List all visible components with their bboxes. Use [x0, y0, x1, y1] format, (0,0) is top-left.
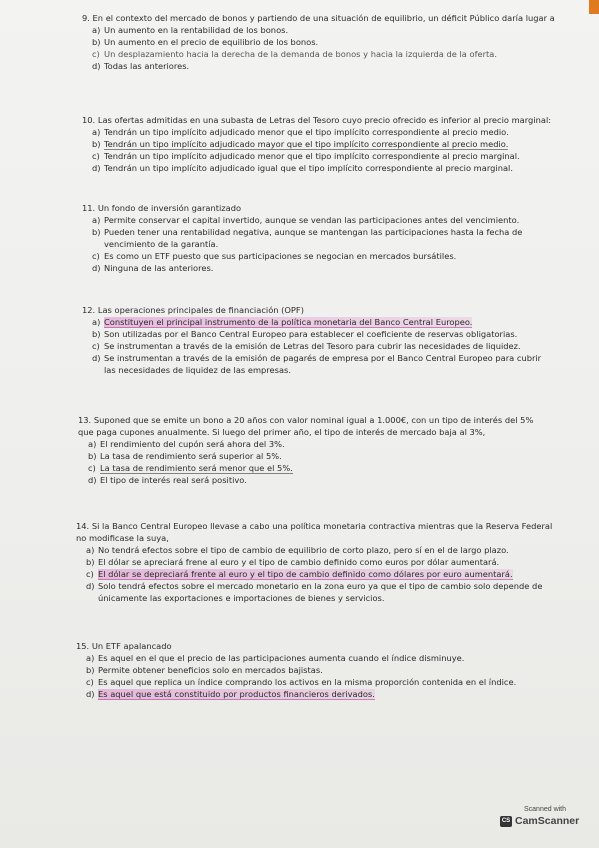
question-stem-continued: no modificase la suya, [76, 533, 169, 543]
camscanner-logo-icon: CS [500, 816, 512, 827]
option-d: d) Ninguna de las anteriores. [92, 263, 214, 273]
option-d-continued: las necesidades de liquidez de las empresas. [104, 365, 292, 375]
option-d-continued: únicamente las exportaciones e importaciones de bienes y servicios. [98, 593, 385, 603]
option-c: c) La tasa de rendimiento será menor que el 5%. [88, 463, 293, 473]
option-d: d) Se instrumentan a través de la emisión de pagarés de empresa por el Banco Central Europeo para cubrir [92, 353, 542, 363]
option-d: d) Solo tendrá efectos sobre el mercado monetario en la zona euro ya que el tipo de cambio solo depende de [86, 581, 543, 591]
option-b: b) Permite obtener beneficios solo en mercados bajistas. [86, 665, 323, 675]
option-c: c) Es aquel que replica un índice comprando los activos en la misma proporción contenida en el índice. [86, 677, 517, 687]
option-a: a) Tendrán un tipo implícito adjudicado menor que el tipo implícito correspondiente al precio medio. [92, 127, 509, 137]
question-stem-continued: que paga cupones anualmente. Si luego del primer año, el tipo de interés de mercado baja al 3%, [78, 427, 486, 437]
option-d: d) El tipo de interés real será positivo. [88, 475, 247, 485]
option-a: a) No tendrá efectos sobre el tipo de cambio de equilibrio de corto plazo, pero sí en el de largo plazo. [86, 545, 509, 555]
option-c: c) Un desplazamiento hacia la derecha de la demanda de bonos y hacia la izquierda de la oferta. [92, 49, 498, 59]
camscanner-name: CamScanner [515, 815, 580, 827]
question-stem: 10. Las ofertas admitidas en una subasta de Letras del Tesoro cuyo precio ofrecido es inferior al precio marginal: [82, 115, 552, 125]
option-d: d) Todas las anteriores. [92, 61, 190, 71]
question-11 [82, 202, 522, 274]
question-9 [82, 12, 582, 72]
question-stem: 15. Un ETF apalancado [76, 641, 172, 651]
option-b: b) Son utilizadas por el Banco Central Europeo para establecer el coeficiente de reservas obligatorias. [92, 329, 518, 339]
highlighted-answer: Es aquel que está constituido por productos financieros derivados. [98, 689, 375, 699]
option-d: d) Es aquel que está constituido por productos financieros derivados. [86, 689, 375, 699]
underlined-answer: La tasa de rendimiento será menor que el 5%. [100, 463, 293, 473]
option-b: b) La tasa de rendimiento será superior al 5%. [88, 451, 282, 461]
option-b: b) Tendrán un tipo implícito adjudicado mayor que el tipo implícito correspondiente al precio medio. [92, 139, 509, 149]
option-c: c) Tendrán un tipo implícito adjudicado menor que el tipo implícito correspondiente al precio marginal. [92, 151, 520, 161]
option-b: b) El dólar se apreciará frene al euro y el tipo de cambio definido como euros por dólar aumentará. [86, 557, 500, 567]
question-stem: 11. Un fondo de inversión garantizado [82, 203, 242, 213]
option-a: a) Constituyen el principal instrumento de la política monetaria del Banco Central Europeo. [92, 317, 473, 327]
camscanner-brand [500, 815, 590, 827]
option-b: b) Pueden tener una rentabilidad negativa, aunque se mantengan las participaciones hasta la fecha de [92, 227, 523, 237]
option-b: b) Un aumento en el precio de equilibrio de los bonos. [92, 37, 319, 47]
corner-mark [589, 0, 599, 14]
option-c: c) El dólar se depreciará frente al euro y el tipo de cambio definido como dólares por euro aumentará. [86, 569, 513, 579]
option-a: a) El rendimiento del cupón será ahora del 3%. [88, 439, 285, 449]
highlighted-answer: Constituyen el principal instrumento de la política monetaria del Banco Central Europeo. [104, 317, 473, 327]
question-13 [78, 414, 533, 486]
question-stem: 9. En el contexto del mercado de bonos y partiendo de una situación de equilibrio, un déficit Público daría lugar a [82, 13, 555, 23]
question-12 [82, 304, 541, 376]
question-14 [76, 520, 552, 604]
option-d: d) Tendrán un tipo implícito adjudicado igual que el tipo implícito correspondiente al precio marginal. [92, 163, 513, 173]
question-15 [76, 640, 516, 700]
option-a: a) Permite conservar el capital invertido, aunque se vendan las participaciones antes del vencimiento. [92, 215, 520, 225]
question-stem: 14. Si la Banco Central Europeo llevase a cabo una política monetaria contractiva mientras que la Reserva Federal [76, 521, 553, 531]
question-stem: 12. Las operaciones principales de financiación (OPF) [82, 305, 304, 315]
option-a: a) Es aquel en el que el precio de las participaciones aumenta cuando el índice disminuye. [86, 653, 465, 663]
option-b-continued: vencimiento de la garantía. [104, 239, 219, 249]
highlighted-answer: El dólar se depreciará frente al euro y el tipo de cambio definido como dólares por euro aumentará. [98, 569, 513, 579]
option-c: c) Es como un ETF puesto que sus participaciones se negocian en mercados bursátiles. [92, 251, 457, 261]
question-stem: 13. Suponed que se emite un bono a 20 años con valor nominal igual a 1.000€, con un tipo de interés del 5% [78, 415, 534, 425]
option-c: c) Se instrumentan a través de la emisión de Letras del Tesoro para cubrir las necesidades de liquidez. [92, 341, 521, 351]
option-a: a) Un aumento en la rentabilidad de los bonos. [92, 25, 289, 35]
question-10 [82, 114, 551, 174]
scanned-with-label: Scanned with [523, 806, 567, 813]
camscanner-watermark [500, 806, 590, 827]
